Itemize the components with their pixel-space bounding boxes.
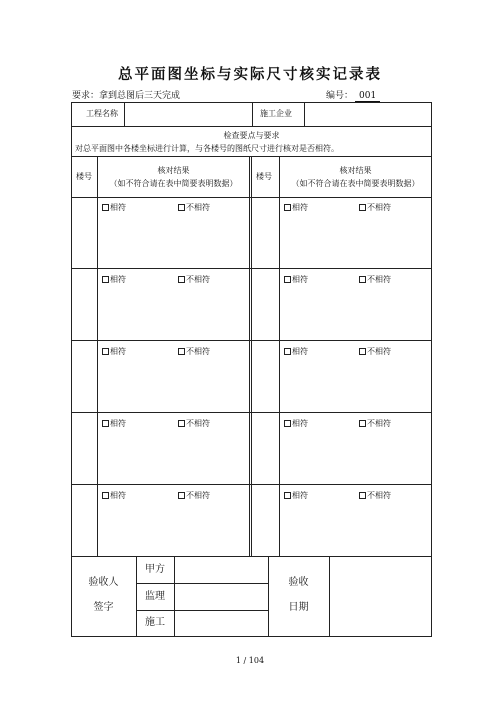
mismatch-label: 不相符: [367, 419, 391, 428]
rule-signature: [71, 556, 432, 557]
checkbox-mismatch[interactable]: [359, 203, 391, 213]
divider-building-left: [97, 156, 98, 556]
mismatch-label: 不相符: [186, 491, 210, 500]
checkbox-icon: [284, 348, 291, 355]
checkbox-icon: [178, 276, 185, 283]
checkbox-match[interactable]: [284, 275, 308, 285]
checkbox-icon: [102, 420, 109, 427]
checkbox-icon: [102, 492, 109, 499]
checkbox-icon: [359, 348, 366, 355]
checkbox-mismatch[interactable]: [359, 419, 391, 429]
check-title: 检查要点与要求: [223, 131, 280, 140]
checkbox-match[interactable]: [102, 491, 126, 501]
date-label: 日期: [288, 602, 309, 613]
divider-date: [329, 556, 330, 636]
form-title: 总平面图坐标与实际尺寸核实记录表: [118, 66, 382, 83]
checkbox-icon: [102, 204, 109, 211]
mismatch-label: 不相符: [186, 203, 210, 212]
mismatch-label: 不相符: [367, 275, 391, 284]
checkbox-match[interactable]: [284, 491, 308, 501]
acceptor-label: 验收人: [88, 577, 119, 588]
checkbox-mismatch[interactable]: [359, 275, 391, 285]
result-note-left: （如不符合请在表中简要表明数据）: [109, 179, 238, 188]
checkbox-icon: [178, 348, 185, 355]
signature-label: 签字: [93, 602, 114, 613]
mismatch-label: 不相符: [367, 347, 391, 356]
checkbox-mismatch[interactable]: [178, 275, 210, 285]
match-label: 相符: [110, 275, 126, 284]
page-indicator: 1 / 104: [235, 656, 265, 665]
checkbox-icon: [102, 348, 109, 355]
divider-middle-a: [249, 156, 250, 556]
match-label: 相符: [110, 419, 126, 428]
constructor-label: 施工: [145, 617, 165, 628]
checkbox-icon: [284, 276, 291, 283]
checkbox-mismatch[interactable]: [178, 347, 210, 357]
match-label: 相符: [292, 419, 308, 428]
checkbox-match[interactable]: [102, 419, 126, 429]
checkbox-match[interactable]: [284, 419, 308, 429]
party-a-label: 甲方: [145, 564, 165, 575]
check-requirement: 对总平面图中各楼坐标进行计算，与各楼号的图纸尺寸进行核对是否相符。: [75, 144, 339, 153]
checkbox-icon: [284, 492, 291, 499]
divider-middle-b: [251, 156, 252, 556]
mismatch-label: 不相符: [186, 419, 210, 428]
mismatch-label: 不相符: [367, 491, 391, 500]
divider-contractor-value: [304, 102, 305, 126]
contractor-label: 施工企业: [260, 109, 292, 118]
match-label: 相符: [110, 491, 126, 500]
match-label: 相符: [292, 203, 308, 212]
checkbox-icon: [359, 492, 366, 499]
checkbox-match[interactable]: [284, 347, 308, 357]
number-value: 001: [355, 91, 380, 102]
divider-acceptance: [268, 556, 269, 636]
checkbox-icon: [359, 204, 366, 211]
checkbox-match[interactable]: [102, 203, 126, 213]
result-title-left: 核对结果: [157, 166, 190, 175]
mismatch-label: 不相符: [367, 203, 391, 212]
match-label: 相符: [110, 347, 126, 356]
match-label: 相符: [292, 275, 308, 284]
checkbox-match[interactable]: [102, 275, 126, 285]
building-label-right: 楼号: [256, 172, 272, 181]
rule-project: [71, 126, 432, 127]
mismatch-label: 不相符: [186, 275, 210, 284]
match-label: 相符: [292, 491, 308, 500]
result-note-right: （如不符合请在表中简要表明数据）: [291, 179, 420, 188]
supervisor-label: 监理: [145, 591, 165, 602]
form-number: [326, 88, 380, 102]
checkbox-icon: [284, 420, 291, 427]
checkbox-icon: [284, 204, 291, 211]
match-label: 相符: [292, 347, 308, 356]
table-border-bottom: [71, 636, 432, 637]
number-label: 编号：: [326, 91, 354, 101]
checkbox-mismatch[interactable]: [178, 203, 210, 213]
rule-sign-1: [136, 583, 268, 584]
building-label-left: 楼号: [76, 172, 92, 181]
checkbox-mismatch[interactable]: [359, 491, 391, 501]
rule-sign-2: [136, 610, 268, 611]
divider-role: [174, 556, 175, 636]
divider-project: [124, 102, 125, 126]
checkbox-icon: [359, 276, 366, 283]
match-label: 相符: [110, 203, 126, 212]
result-title-right: 核对结果: [339, 166, 372, 175]
checkbox-icon: [178, 492, 185, 499]
divider-building-right: [279, 156, 280, 556]
checkbox-mismatch[interactable]: [178, 491, 210, 501]
requirement-text: 要求：拿到总图后三天完成: [72, 91, 181, 101]
checkbox-icon: [178, 420, 185, 427]
checkbox-mismatch[interactable]: [359, 347, 391, 357]
project-name-label: 工程名称: [86, 109, 118, 118]
checkbox-icon: [178, 204, 185, 211]
acceptance-label: 验收: [288, 577, 309, 588]
checkbox-icon: [102, 276, 109, 283]
checkbox-match[interactable]: [102, 347, 126, 357]
checkbox-mismatch[interactable]: [178, 419, 210, 429]
mismatch-label: 不相符: [186, 347, 210, 356]
divider-contractor: [252, 102, 253, 126]
checkbox-icon: [359, 420, 366, 427]
checkbox-match[interactable]: [284, 203, 308, 213]
